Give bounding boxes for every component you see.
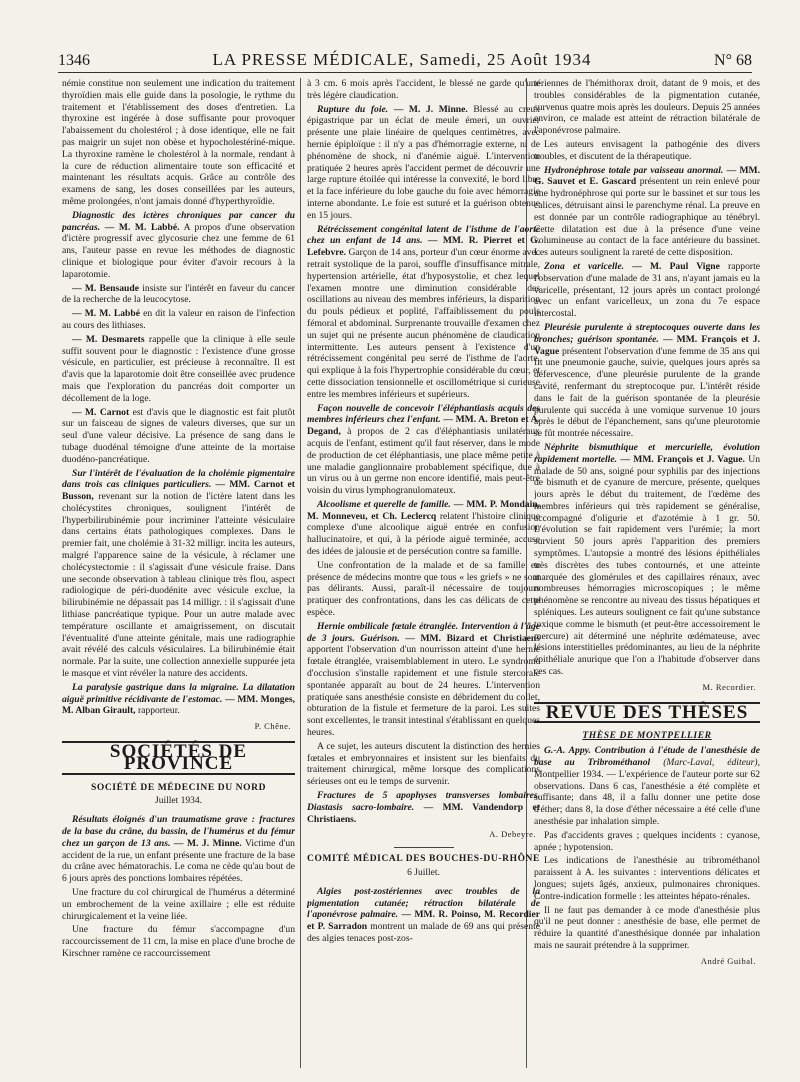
article bbox=[62, 334, 295, 405]
article bbox=[62, 407, 295, 466]
article-text: apportent l'observation d'un nourrisson atteint d'une hernie fœtale étranglée, vraisemblablement in utero. Le syndrome d'occlusion s'installe rapidement et une fistule stercorale spontanée apparaît au bout de 24 heures. L'intervention pratiquée sans anesthésie consiste en débridement du collet, obturation de la fistule et fermeture de la paroi. Les suites sont excellentes, le transit intestinal s'établissant en quelques heures. bbox=[307, 644, 540, 739]
running-title: LA PRESSE MÉDICALE, Samedi, 25 Août 1934 bbox=[212, 50, 592, 69]
paragraph: Les indications de l'anesthésie au tribrométhanol paraissent à A. les suivantes : interventions délicates et longues; sujets âgés, anxieux, pulmonaires chroniques. Contre-indication formelle : les atteintes hépato-rénales. bbox=[534, 855, 760, 902]
article-text: rappelle que la clinique à elle seule suffit souvent pour le diagnostic : l'existence d'une grosse vésicule, en particulier, est précieuse à reconnaître. Il est d'avis que la laparotomie doit être conseillée avec prudence mais que l'exploration du pancréas doit comporter un décollement de la loge. bbox=[62, 333, 295, 404]
publisher: (Marc-Laval, éditeur), bbox=[663, 757, 760, 769]
article-title: Hydronéphrose totale par vaisseau anormal. bbox=[544, 164, 724, 176]
article-text: montrent un malade de 69 ans qui présente des algies tenaces post-zos- bbox=[307, 921, 540, 944]
article-text: revenant sur la notion de l'ictère latent dans les cholécystites chroniques, soulignent l'intérêt de l'hyperbilirubinémie pour incriminer l'atteinte vésiculaire dans certains états pathologiques complexes. Dans le premier fait, une cholémie à 31-32 milligr. incita les auteurs, malgré l'apparence saine de la vésicule, à réclamer une cholécystectomie : il s'agissait d'une vésicule fraise. Dans une seconde observation à tableau clinique très flou, aspect radiologique de péri-duodénite avec vésicule exclue, la bilirubinémie ne dépassait pas 14 milligr. : il s'agissait d'une lithiase pancréatique typique. Pour un autre malade avec température oscillante et amaigrissement, on discutait l'éventualité d'une atteinte génitale, mais une radiographie avait révélé des calculs vésiculaires. La bilirubinémie était normale. Par la suite, une collection annexielle suppurée jeta le masque et vint révéler la nature des accidents. bbox=[62, 491, 295, 680]
article-text: est d'avis que le diagnostic est fait plutôt sur un faisceau de signes de valeurs diverses, que sur un seul d'une valeur décisive. La présence de sang dans le tubage duodénal témoigne d'une atteinte de la mortaise duodéno-pancréatique. bbox=[62, 406, 295, 465]
article-author: — MM. Vandendorp et Christiaens. bbox=[307, 801, 540, 825]
article-author: — MM. A. Breton et A. Degand, bbox=[307, 414, 540, 438]
article-author: — M. Desmarets bbox=[72, 333, 145, 345]
article-text: Blessé au creux épigastrique par un éclat de meule émeri, un ouvrier présente une plaie linéaire de quelques centimètres, avec hernie épiploïque : il n'y a pas d'hémorragie externe, ni de phénomène de shock, ni d'anémie aiguë. L'intervention pratiquée 2 heures après l'accident permet de découvrir une large rupture étoilée qui intéresse la convexité, le bord libre et la face inférieure du lobe gauche du foie avec hémorragie interne abondante. Le foie est suturé et la guérison obtenue en 15 jours. bbox=[307, 103, 540, 221]
article-title: Diagnostic des ictères chroniques par cancer du pancréas. bbox=[62, 209, 295, 233]
article-author: — M. Bensaude bbox=[72, 282, 139, 294]
article-author: — M. Paul Vigne bbox=[632, 260, 720, 272]
column-1 bbox=[62, 78, 295, 1068]
paragraph: Il ne faut pas demander à ce mode d'anesthésie plus qu'il ne peut donner : anesthésie de base, elle permet de réduire la quantité d'anesthésique donnée par inhalation mais ne saurait prétendre à la supprimer. bbox=[534, 904, 760, 951]
section-heading: REVUE DES THÈSES bbox=[534, 702, 760, 724]
article bbox=[307, 886, 540, 945]
page-number: 1346 bbox=[58, 52, 90, 69]
article-text: Victime d'un accident de la rue, un enfant présente une fracture de la base du crâne avec hématorachis. Le coma ne cède qu'au bout de 6 jours après des ponctions lombaires répétées. bbox=[62, 837, 295, 885]
article-author: — MM. François et J. Vague bbox=[534, 333, 760, 357]
article-title: Fractures de 5 apophyses transverses lombaires. Diastasis sacro-lombaire. bbox=[307, 790, 540, 813]
article bbox=[62, 682, 295, 717]
article-text: en dit la valeur en raison de l'infection au cours des lithiases. bbox=[62, 308, 295, 331]
article-text: présentent un rein enlevé pour une hydronéphrose qui porte sur le bassinet et sur tous les calices, détruisant ainsi le parenchyme rénal. La preuve en est donnée par un contrôle radiographique au ténébryl. Cette dilatation est due à la présence d'une veine volumineuse au contact de la face antérieure du bassinet. Les auteurs soulignent la rareté de cette disposition. bbox=[534, 176, 760, 259]
article-text: rapporteur. bbox=[137, 705, 180, 717]
paragraph: A ce sujet, les auteurs discutent la distinction des hernies fœtales et embryonnaires et insistent sur les bienfaits du traitement chirurgical, même lorsque des complications sérieuses ont eu le temps de survenir. bbox=[307, 740, 540, 788]
signature: André Guibal. bbox=[700, 955, 756, 966]
signature: A. Debeyre. bbox=[489, 829, 536, 840]
article-title: Hernie ombilicale fœtale étranglée. Intervention à l'âge de 3 jours. Guérison. bbox=[307, 620, 540, 644]
article-author: — MM. Monges, M. Alban Girault, bbox=[62, 693, 295, 717]
article-title: Résultats éloignés d'un traumatisme grave : fractures de la base du crâne, du bassin, de l'humérus et du fémur chez un garçon de 13 ans. bbox=[62, 814, 295, 849]
article-text: A propos d'une observation d'ictère progressif avec glycosurie chez une femme de 61 ans, l'auteur passe en revue les méthodes de diagnostic clinique et biologique pour éviter d'avoir recours à la laparotomie. bbox=[62, 221, 295, 280]
paragraph: Une confrontation de la malade et de sa famille en présence de médecins montre que tous « les griefs » ne sont pas délirants. Aussi, paraît-il nécessaire de toujours pratiquer des confrontations, dans les cas délicats de cette espèce. bbox=[307, 559, 540, 619]
session-date: Juillet 1934. bbox=[155, 796, 202, 807]
article-title: G.-A. Appy. Contribution à l'étude de l'anesthésie de base au Tribrométhanol bbox=[534, 745, 760, 769]
article bbox=[62, 468, 295, 680]
article-author: — MM. R. Pierret et G. Lefebvre. bbox=[307, 235, 540, 259]
paragraph: Les auteurs envisagent la pathogénie des divers troubles, et discutent de la thérapeutique. bbox=[534, 138, 760, 162]
thesis-heading: THÈSE DE MONTPELLIER bbox=[582, 731, 712, 742]
article bbox=[534, 745, 760, 828]
article-author: — M. J. Minne. bbox=[173, 837, 242, 849]
signature: P. Chêne. bbox=[254, 721, 291, 732]
article bbox=[307, 499, 540, 558]
article-title: Sur l'intérêt de l'évaluation de la cholémie pigmentaire dans trois cas cliniques particuliers. bbox=[62, 467, 295, 491]
article-text: relatent l'histoire clinique complexe d'une alcoolique aiguë entrée en confusion hallucinatoire, et qui, à la période aiguë terminée, accuse des idées de jalousie et de persécution contre sa famille. bbox=[307, 510, 540, 558]
issue-number: N° 68 bbox=[714, 52, 752, 69]
article bbox=[307, 403, 540, 497]
article bbox=[534, 165, 760, 259]
article-title: Rupture du foie. bbox=[317, 103, 389, 115]
article bbox=[62, 210, 295, 281]
article-author: — MM. R. Poinso, M. Recordier et P. Sarradon bbox=[307, 909, 540, 933]
article bbox=[534, 322, 760, 440]
article bbox=[62, 283, 295, 307]
article-title: La paralysie gastrique dans la migraine. La dilatation aiguë primitive récidivante de l'estomac. bbox=[62, 681, 295, 705]
article-title: Rétrécissement congénital latent de l'isthme de l'aorte chez un enfant de 14 ans. bbox=[307, 223, 540, 247]
article-text: Montpellier 1934. — L'expérience de l'auteur porte sur 62 observations. Dans 6 cas, l'anesthésie a été complète et suffisante; dans 48, il a fallu donner une petite dose d'éther; dans 8, la dose d'éther nécessaire a été celle d'une anesthésie par inhalation simple. bbox=[534, 768, 760, 828]
session-date: 6 Juillet. bbox=[407, 868, 440, 878]
article bbox=[307, 104, 540, 222]
paragraph: tériennes de l'hémithorax droit, datant de 9 mois, et des troubles considérables de la pigmentation cutanée, survenus quatre mois après les douleurs. Depuis 25 années environ, ce malade est atteint de rétraction bilatérale de l'aponévrose palmaire. bbox=[534, 78, 760, 137]
article-text: Un malade de 50 ans, soigné pour syphilis par des injections de bismuth et de cyanure de mercure, présente, quelques jours après le début du traitement, de l'œdème des membres inférieurs qui très rapidement se généralise, accompagné d'oligurie et d'azotémie à 1 gr. 50. L'évolution se fait rapidement vers l'urémie; la mort survient 50 jours après l'apparition des premiers symptômes. L'autopsie a montré des lésions épithéliales très discrètes des tubes contournés, et une atteinte marquée des glomérules et des capillaires rénaux, avec nombreuses hémorragies microscopiques ; le même phénomène se rencontre au niveau des tissus hépatiques et spléniques. Les auteurs soulignent ce fait qu'une substance toxique comme le bismuth (et peut-être accessoirement le mercure) ait déterminé une néphrite œdémateuse, avec lésions interstitielles prédominantes, au lieu de la néphrite épithéliale anurique que l'on a l'habitude d'observer dans ces cas. bbox=[534, 453, 760, 678]
running-header bbox=[58, 38, 752, 70]
paragraph: Pas d'accidents graves ; quelques incidents : cyanose, apnée ; hypotension. bbox=[534, 829, 760, 853]
column-2 bbox=[307, 78, 540, 1068]
article-author: — MM. P. Mondain, M. Monneveu, et Ch. Leclercq bbox=[307, 498, 540, 522]
article-title: Pleurésie purulente à streptocoques ouverte dans les bronches; guérison spontanée. bbox=[534, 321, 760, 345]
article-author: — MM. Bizard et Christiaens bbox=[405, 632, 540, 644]
paragraph: némie constitue non seulement une indication du traitement thyroïdien mais elle guide dans la posologie, le rythme du traitement et l'établissement des doses d'entretien. La thyroxine est ingérée à dose suffisante pour provoquer l'abaissement du cholestérol ; à dose identique, elle ne fait pas maigrir un sujet non obèse et hypocholestériné-mique. La thyroxine ramène le cholestérol à la normale, rendant à la cure de réduction alimentaire toute son efficacité et maintenant les résultats acquis. Grâce au contrôle des examens de sang, les doses conseillées par les auteurs, même prolongées, n'ont jamais donné d'hyperthyroïdie. bbox=[62, 78, 295, 207]
article bbox=[534, 261, 760, 320]
article bbox=[62, 308, 295, 332]
article-text: rapporte l'observation d'une malade de 31 ans, n'ayant jamais eu la varicelle, présentant, 12 jours après un contact prolongé avec un enfant varicelleux, un zona du 7e espace intercostal. bbox=[534, 260, 760, 320]
society-heading: SOCIÉTÉ DE MÉDECINE DU NORD bbox=[90, 782, 267, 793]
article-title: Zona et varicelle. bbox=[544, 260, 625, 272]
separator bbox=[394, 847, 454, 848]
article-text: Garçon de 14 ans, porteur d'un cœur énorme avec retrait systolique de la paroi, souffle d'insuffisance mitrale, hypertension artérielle, état d'hyposystolie, et chez lequel l'examen montre une diminution considérable des oscillations au niveau des membres inférieurs, la disparition du pouls pédieux et poplité, l'affaiblissement du pouls fémoral et abdominal. Surprenante trouvaille d'examen chez un sujet qui ne présente aucun phénomène de claudication intermittente. Les auteurs pensent à l'existence d'un rétrécissement congénital peu serré de l'isthme de l'aorte, qui explique à la fois l'hypertrophie considérable du cœur, et cette dissociation tensionnelle et oscillométrique si curieuse entre les membres inférieurs et supérieurs. bbox=[307, 247, 540, 400]
article-author: — MM. François et J. Vague. bbox=[620, 453, 745, 465]
article-author: — MM. G. Sauvet et E. Gascard bbox=[534, 164, 760, 188]
article-author: — M. M. Labbé. bbox=[104, 221, 180, 233]
article-text: présentent l'observation d'une femme de 35 ans qui fit une pneumonie gauche, suivie, quelques jours après sa défervescence, d'une pleurésie purulente de la grande cavité, renfermant du streptocoque pur. L'intérêt réside dans le fait de la guérison spontanée de la pleurésie purulente qui succéda à une vomique survenue 10 jours après le début de l'épanchement, sans qu'une pleurotomie se fût montrée nécessaire. bbox=[534, 345, 760, 440]
article-author: — M. Carnot bbox=[72, 406, 130, 418]
article-author: — MM. Carnot et Busson, bbox=[62, 479, 295, 503]
article bbox=[307, 790, 540, 825]
signature: M. Recordier. bbox=[702, 681, 756, 692]
article-text: à propos de 2 cas d'éléphantiasis unilatéraux acquis de l'enfant, estiment qu'il faut réserver, dans le mode de production de cet éléphantiasis, une place même petite à une maladie ganglionnaire probablement spécifique, due à un virus ou à un germe non encore identifié, mais peut-être voisin du virus lymphogranulomateux. bbox=[307, 426, 540, 497]
article-title: Façon nouvelle de concevoir l'éléphantiasis acquis des membres inférieurs chez l'enfant. bbox=[307, 402, 540, 426]
society-heading: COMITÉ MÉDICAL DES BOUCHES-DU-RHÔNE bbox=[307, 854, 540, 865]
article bbox=[534, 442, 760, 678]
column-3 bbox=[534, 78, 760, 1068]
header-rule bbox=[58, 72, 752, 73]
article bbox=[307, 621, 540, 739]
column-divider bbox=[300, 78, 301, 1068]
article-title: Alcoolisme et querelle de famille. bbox=[317, 498, 451, 510]
paragraph: Une fracture du fémur s'accompagne d'un raccourcissement de 11 cm, la mise en place d'une broche de Kirschner ramène ce raccourcissement bbox=[62, 924, 295, 959]
article-author: — M. M. Labbé bbox=[72, 308, 140, 320]
article-title: Algies post-zostériennes avec troubles de la pigmentation cutanée; rétraction bilatérale de l'aponévrose palmaire. bbox=[307, 885, 540, 921]
article-text: insiste sur l'intérêt en faveur du cancer de la recherche de la leucocytose. bbox=[62, 282, 295, 306]
paragraph: Une fracture du col chirurgical de l'humérus a déterminé un embrochement de la veine axillaire ; elle est réduite chirurgicalement et la veine liée. bbox=[62, 887, 295, 922]
article-author: — M. J. Minne. bbox=[393, 103, 468, 115]
article bbox=[62, 814, 295, 885]
section-heading: SOCIÉTÉS DE PROVINCE bbox=[62, 741, 295, 775]
paragraph: à 3 cm. 6 mois après l'accident, le blessé ne garde qu'une très légère claudication. bbox=[307, 78, 540, 101]
article bbox=[307, 224, 540, 401]
article-title: Néphrite bismuthique et mercurielle, évolution rapidement mortelle. bbox=[534, 441, 760, 465]
